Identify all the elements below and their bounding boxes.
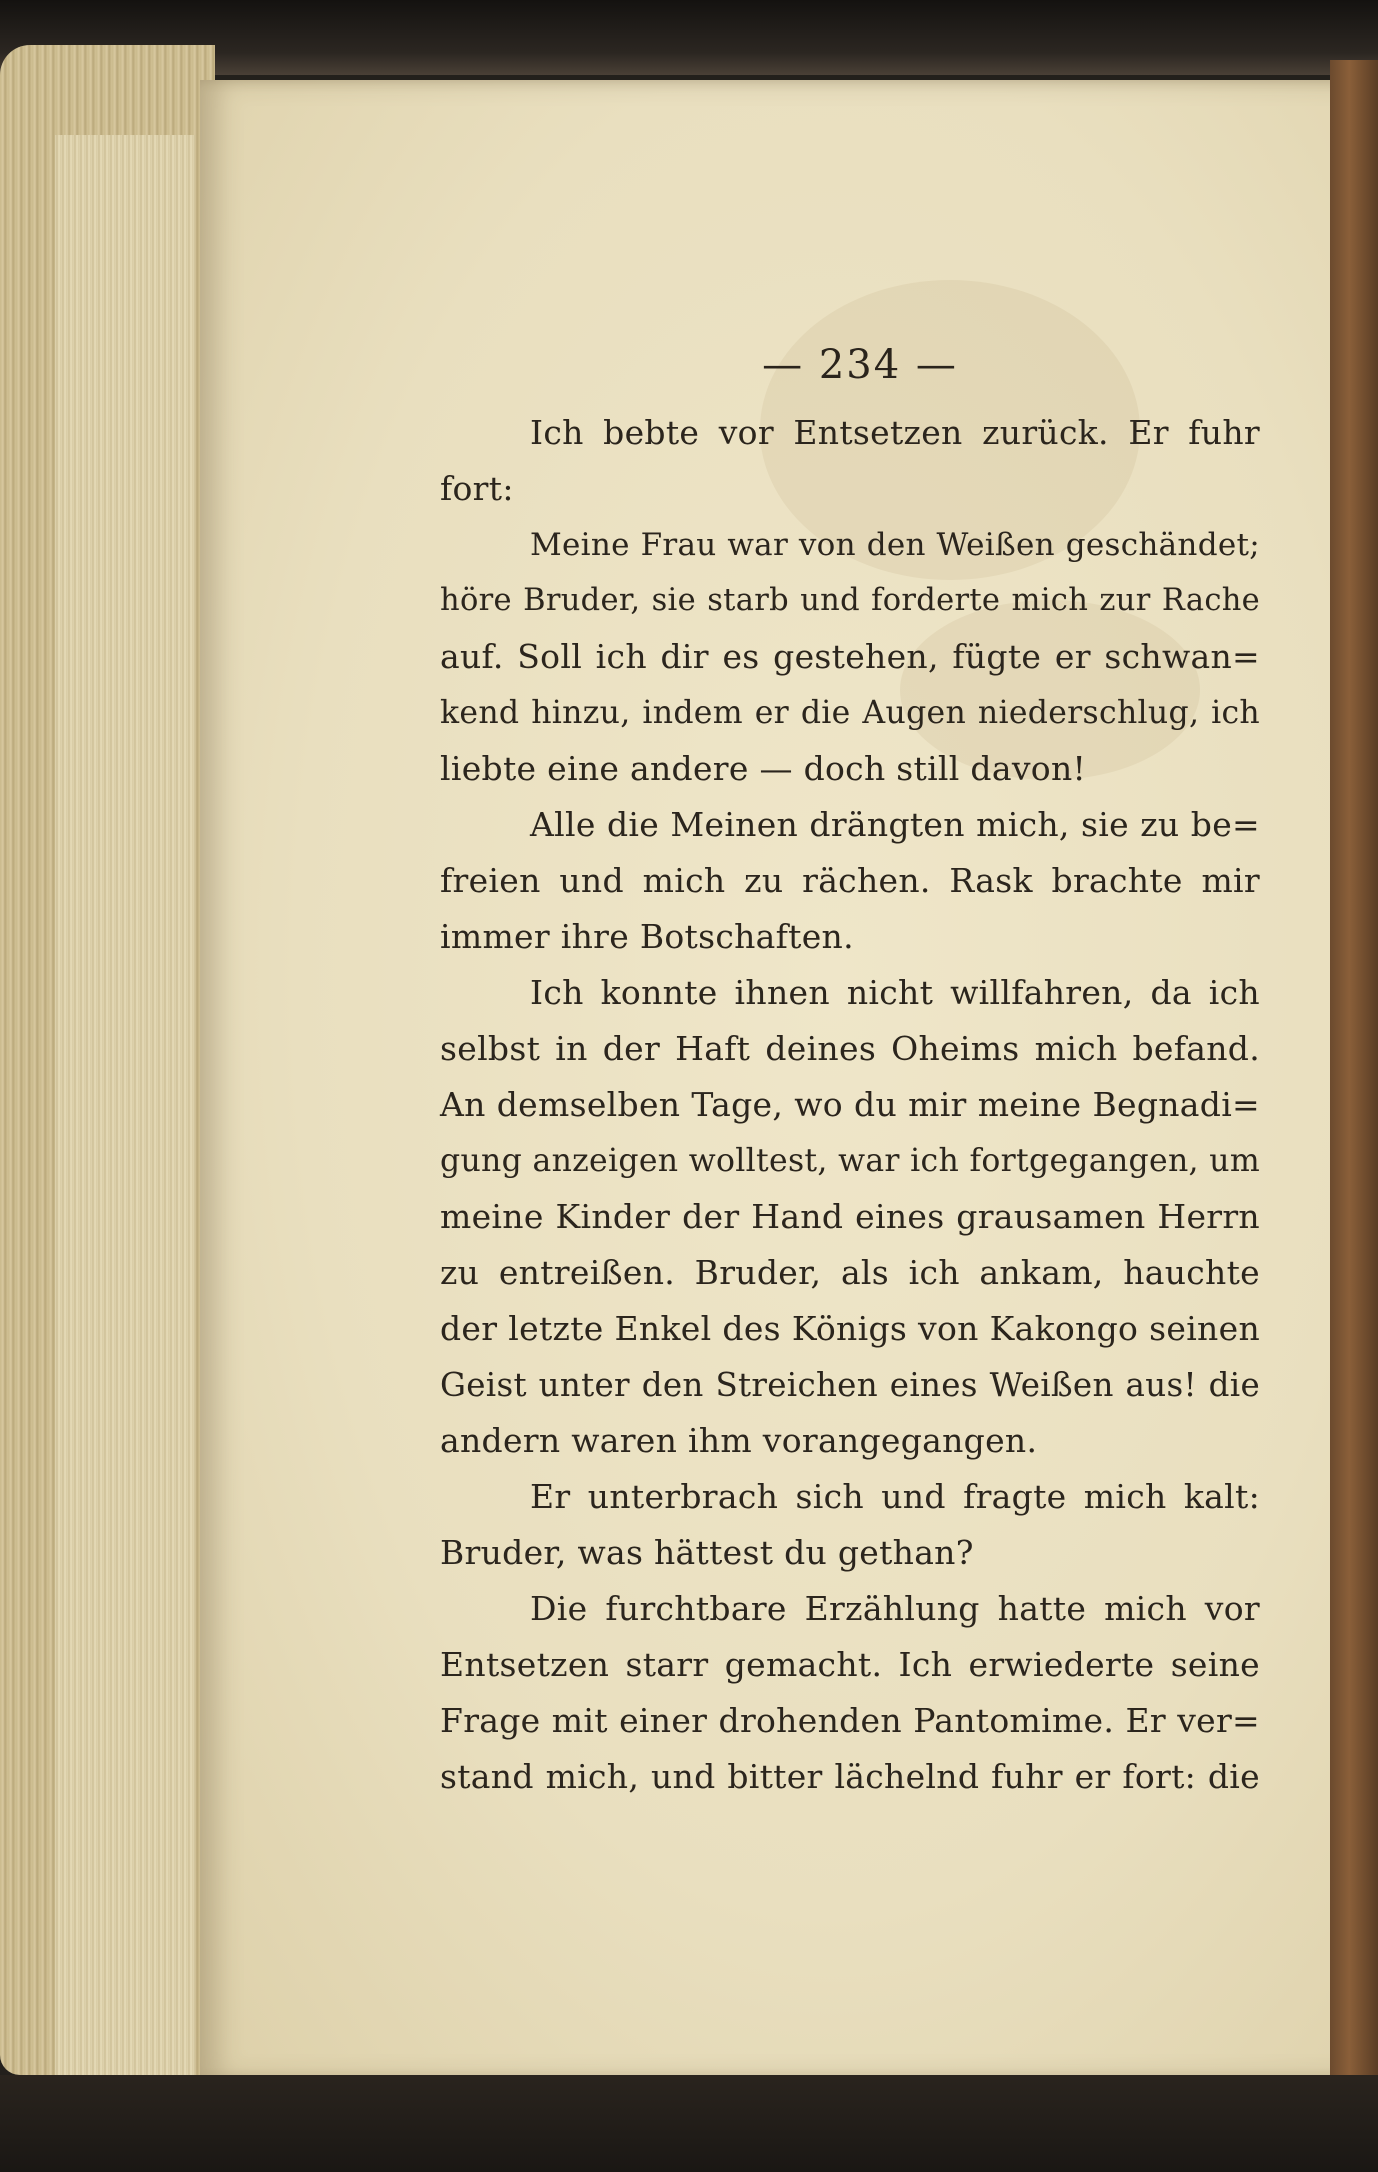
- text-line: selbst in der Haft deines Oheims mich befand.: [440, 1029, 1260, 1068]
- page-number: — 234 —: [762, 342, 958, 388]
- text-line: Geist unter den Streichen eines Weißen aus! die: [440, 1366, 1260, 1404]
- text-line: gung anzeigen wolltest, war ich fortgegangen, um: [440, 1143, 1260, 1179]
- text-line: andern waren ihm vorangegangen.: [440, 1421, 1038, 1460]
- text-line: freien und mich zu rächen. Rask brachte mir: [440, 861, 1260, 900]
- text-line: immer ihre Botschaften.: [440, 917, 854, 956]
- text-line: meine Kinder der Hand eines grausamen Herrn: [440, 1197, 1260, 1236]
- text-line: Alle die Meinen drängten mich, sie zu be=: [530, 805, 1260, 844]
- book-cover-bottom: [0, 2075, 1378, 2172]
- page-stack-inner: [55, 135, 195, 2095]
- text-line: stand mich, und bitter lächelnd fuhr er fort: die: [440, 1757, 1260, 1796]
- text-line: höre Bruder, sie starb und forderte mich zur Rache: [440, 583, 1260, 618]
- text-line: Entsetzen starr gemacht. Ich erwiederte seine: [440, 1645, 1260, 1684]
- text-line: fort:: [440, 469, 514, 508]
- text-line: Ich bebte vor Entsetzen zurück. Er fuhr: [530, 413, 1260, 452]
- book-cover-edge: [1330, 60, 1378, 2120]
- text-line: auf. Soll ich dir es gestehen, fügte er schwan=: [440, 637, 1260, 676]
- text-line: der letzte Enkel des Königs von Kakongo seinen: [440, 1309, 1260, 1348]
- text-line: Die furchtbare Erzählung hatte mich vor: [530, 1589, 1260, 1628]
- text-line: Er unterbrach sich und fragte mich kalt:: [530, 1477, 1260, 1516]
- page-stack-edge: [0, 45, 215, 2075]
- text-line: Ich konnte ihnen nicht willfahren, da ich: [530, 973, 1260, 1012]
- text-line: liebte eine andere — doch still davon!: [440, 749, 1087, 788]
- text-line: Meine Frau war von den Weißen geschändet;: [530, 527, 1260, 563]
- text-line: Frage mit einer drohenden Pantomime. Er ver=: [440, 1701, 1260, 1740]
- text-line: zu entreißen. Bruder, als ich ankam, hauchte: [440, 1253, 1260, 1292]
- text-line: Bruder, was hättest du gethan?: [440, 1533, 974, 1572]
- text-line: kend hinzu, indem er die Augen niederschlug, ich: [440, 695, 1260, 731]
- text-line: An demselben Tage, wo du mir meine Begnadi=: [440, 1085, 1260, 1124]
- page-body-text: [440, 405, 1260, 1805]
